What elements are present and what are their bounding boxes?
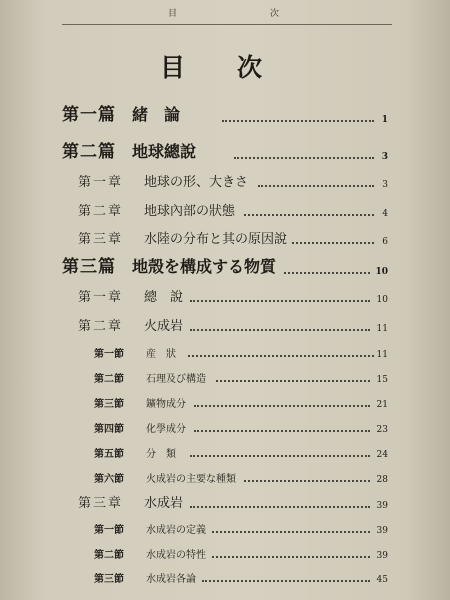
toc-entry (78, 286, 388, 308)
toc-leader (234, 157, 374, 159)
toc-page-number: 23 (376, 425, 388, 435)
toc-leader (244, 480, 370, 482)
toc-entry (62, 106, 388, 128)
toc-entry (94, 566, 388, 588)
toc-leader (216, 380, 370, 382)
toc-page-number: 39 (376, 551, 388, 561)
toc-entry (94, 341, 388, 363)
toc-label: 第一節 (94, 525, 124, 536)
page-title: 目次 (160, 53, 315, 82)
toc-title: 分 類 (146, 449, 176, 460)
toc-page-number: 28 (376, 475, 388, 485)
toc-page-number: 11 (376, 350, 388, 360)
toc-entry (78, 315, 388, 337)
toc-leader (222, 120, 374, 122)
toc-leader (190, 300, 370, 302)
toc-leader (190, 455, 370, 457)
toc-label: 第一章 (78, 290, 124, 305)
toc-title: 水成岩の定義 (146, 525, 206, 536)
toc-page-number: 1 (381, 115, 388, 125)
toc-entry (94, 416, 388, 438)
toc-title: 總 說 (144, 290, 184, 305)
toc-title: 地球內部の狀態 (144, 204, 236, 219)
toc-page-number: 10 (375, 267, 388, 277)
toc-page-number: 10 (376, 295, 388, 305)
toc-page-number: 3 (381, 152, 388, 162)
toc-entry (94, 391, 388, 413)
toc-title: 石理及び構造 (146, 374, 206, 385)
toc-leader (188, 355, 374, 357)
toc-label: 第五節 (94, 449, 124, 460)
toc-label: 第三節 (94, 574, 124, 585)
toc-entry (62, 258, 388, 280)
toc-leader (202, 580, 370, 582)
toc-leader (292, 242, 374, 244)
toc-label: 第二篇 (62, 142, 116, 162)
toc-leader (194, 405, 370, 407)
toc-leader (258, 185, 374, 187)
toc-leader (284, 272, 370, 274)
toc-label: 第一節 (94, 349, 124, 360)
toc-leader (212, 556, 370, 558)
toc-title: 緒 論 (132, 105, 181, 124)
toc-page-number: 39 (376, 526, 388, 536)
toc-leader (194, 430, 370, 432)
toc-label: 第六節 (94, 474, 124, 485)
toc-title: 産 狀 (146, 349, 176, 360)
toc-entry (94, 542, 388, 564)
toc-label: 第四節 (94, 424, 124, 435)
toc-title: 地殼を構成する物質 (132, 257, 277, 276)
toc-page-number: 24 (376, 450, 388, 460)
toc-title: 水成岩の特性 (146, 550, 206, 561)
toc-title: 地球總說 (132, 142, 197, 161)
toc-title: 地球の形、大きさ (144, 175, 249, 190)
toc-title: 鑛物成分 (146, 399, 186, 410)
toc-entry (78, 228, 388, 250)
toc-page-number: 45 (376, 575, 388, 585)
toc-page-number: 3 (382, 180, 388, 190)
toc-label: 第二節 (94, 374, 124, 385)
toc-label: 第二節 (94, 550, 124, 561)
toc-leader (212, 531, 370, 533)
toc-entry (94, 441, 388, 463)
toc-entry (78, 200, 388, 222)
toc-page-number: 21 (376, 400, 388, 410)
toc-page-number: 39 (376, 501, 388, 511)
toc-label: 第三章 (78, 496, 124, 511)
toc-label: 第三篇 (62, 257, 116, 277)
toc-label: 第三章 (78, 232, 124, 247)
toc-label: 第一章 (78, 175, 124, 190)
toc-title: 水成岩各論 (146, 574, 196, 585)
toc-page-number: 4 (382, 209, 388, 219)
running-head-right: 次 (270, 9, 280, 19)
toc-title: 火成岩の主要な種類 (146, 474, 236, 485)
toc-leader (244, 214, 374, 216)
toc-entry (94, 466, 388, 488)
toc-title: 化學成分 (146, 424, 186, 435)
toc-entry (78, 492, 388, 514)
toc-entry (94, 366, 388, 388)
toc-label: 第二章 (78, 319, 124, 334)
toc-page-number: 6 (382, 237, 388, 247)
toc-label: 第三節 (94, 399, 124, 410)
toc-page-number: 15 (376, 375, 388, 385)
toc-leader (190, 506, 370, 508)
toc-entry (94, 517, 388, 539)
toc-entry (62, 143, 388, 165)
toc-label: 第二章 (78, 204, 124, 219)
toc-title: 水陸の分布と其の原因說 (144, 232, 288, 247)
toc-entry (78, 171, 388, 193)
toc-page-number: 11 (376, 324, 388, 334)
toc-label: 第一篇 (62, 105, 116, 125)
toc-leader (190, 329, 370, 331)
running-head-left: 目 (168, 9, 178, 19)
toc-title: 水成岩 (144, 496, 184, 511)
toc-title: 火成岩 (144, 319, 184, 334)
